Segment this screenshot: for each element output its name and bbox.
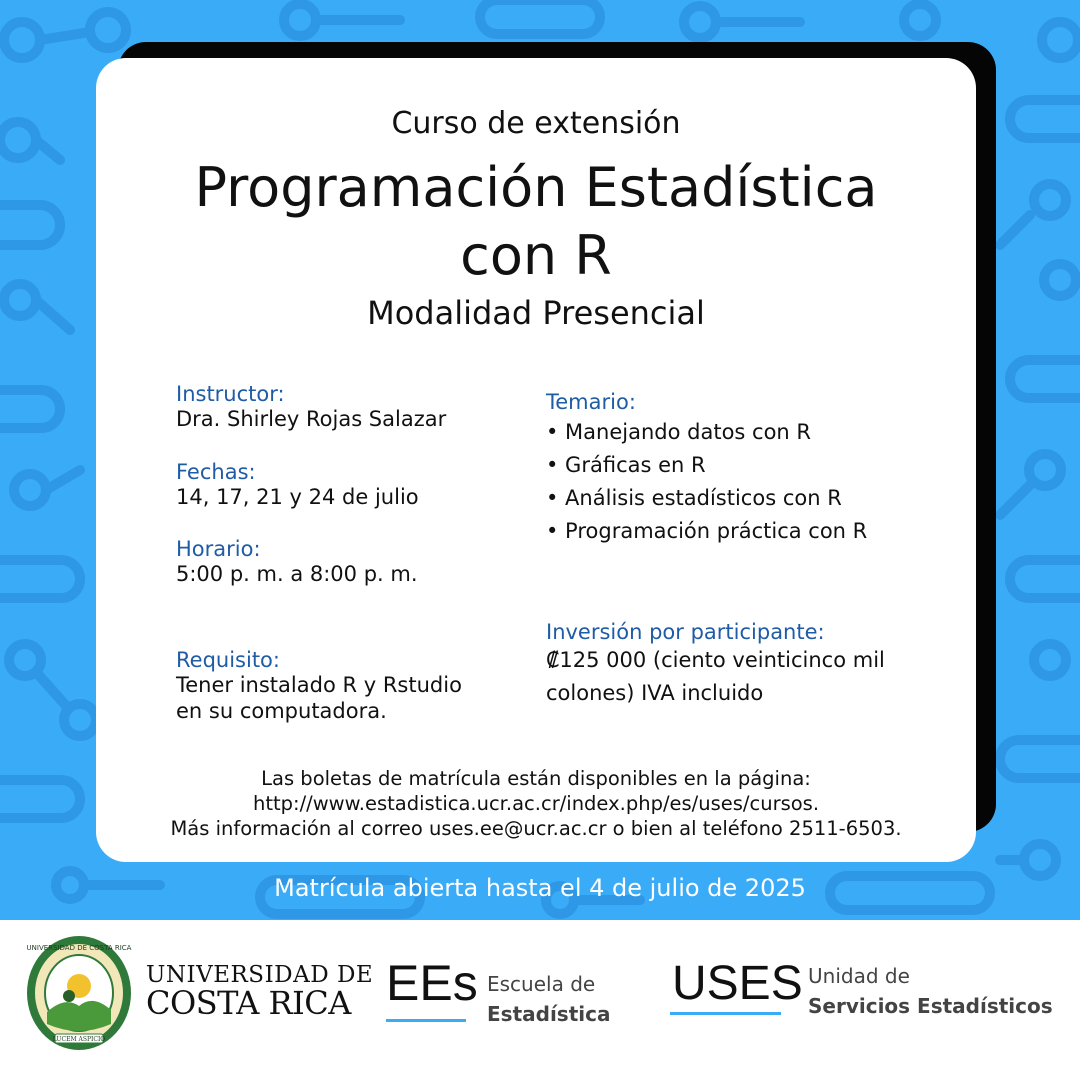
- price-line1: ₡125 000 (ciento veinticinco mil: [546, 648, 885, 672]
- dates-label: Fechas:: [176, 460, 256, 484]
- schedule-block: [176, 537, 496, 587]
- ucr-seal-motto: LUCEM ASPICIO: [52, 1036, 106, 1043]
- instructor-value: Dra. Shirley Rojas Salazar: [176, 407, 447, 431]
- requirement-line1: Tener instalado R y Rstudio: [176, 673, 462, 697]
- enrollment-deadline-banner: Matrícula abierta hasta el 4 de julio de 2025: [274, 874, 806, 902]
- footer-line1: Las boletas de matrícula están disponibles en la página:: [261, 767, 811, 790]
- dates-value: 14, 17, 21 y 24 de julio: [176, 485, 419, 509]
- course-title-line2: con R: [460, 224, 612, 287]
- ee-name-line1: Escuela de: [487, 972, 596, 996]
- topics-block: [546, 390, 946, 548]
- schedule-label: Horario:: [176, 537, 261, 561]
- ee-name-line2: Estadística: [487, 1002, 611, 1026]
- price-block: [546, 620, 946, 710]
- ucr-name-line2: COSTA RICA: [146, 984, 351, 1022]
- contact-line[interactable]: Más información al correo uses.ee@ucr.ac.cr o bien al teléfono 2511-6503.: [170, 817, 902, 840]
- topic-item: • Manejando datos con R: [546, 420, 812, 444]
- topic-item: • Gráficas en R: [546, 453, 706, 477]
- ee-underline: [386, 1019, 466, 1022]
- instructor-block: [176, 382, 496, 432]
- uses-underline: [670, 1012, 781, 1015]
- logo-strip: [0, 920, 1080, 1080]
- price-line2: colones) IVA incluido: [546, 681, 764, 705]
- ucr-name-line1: UNIVERSIDAD DE: [146, 962, 374, 988]
- requirement-block: [176, 648, 496, 724]
- course-title-line1: Programación Estadística: [194, 156, 878, 219]
- uses-name-line2: Servicios Estadísticos: [808, 994, 1053, 1018]
- uses-logo-mark: USES: [672, 957, 803, 1010]
- ee-logo-mark: EEs: [386, 955, 478, 1011]
- topic-item: • Programación práctica con R: [546, 519, 868, 543]
- dates-block: [176, 460, 496, 510]
- course-kicker: Curso de extensión: [391, 106, 681, 141]
- course-card: [96, 58, 976, 862]
- course-modality: Modalidad Presencial: [367, 294, 705, 332]
- requirement-label: Requisito:: [176, 648, 280, 672]
- topic-item: • Análisis estadísticos con R: [546, 486, 842, 510]
- price-label: Inversión por participante:: [546, 620, 825, 644]
- schedule-value: 5:00 p. m. a 8:00 p. m.: [176, 562, 418, 586]
- uses-name-line1: Unidad de: [808, 964, 910, 988]
- ucr-seal-icon: [25, 934, 133, 1052]
- ucr-seal-top-text: UNIVERSIDAD DE COSTA RICA: [26, 944, 132, 952]
- instructor-label: Instructor:: [176, 382, 285, 406]
- topics-label: Temario:: [546, 390, 636, 414]
- registration-link[interactable]: http://www.estadistica.ucr.ac.cr/index.php/es/uses/cursos.: [252, 792, 820, 815]
- enrollment-info: [96, 766, 976, 841]
- requirement-line2: en su computadora.: [176, 699, 387, 723]
